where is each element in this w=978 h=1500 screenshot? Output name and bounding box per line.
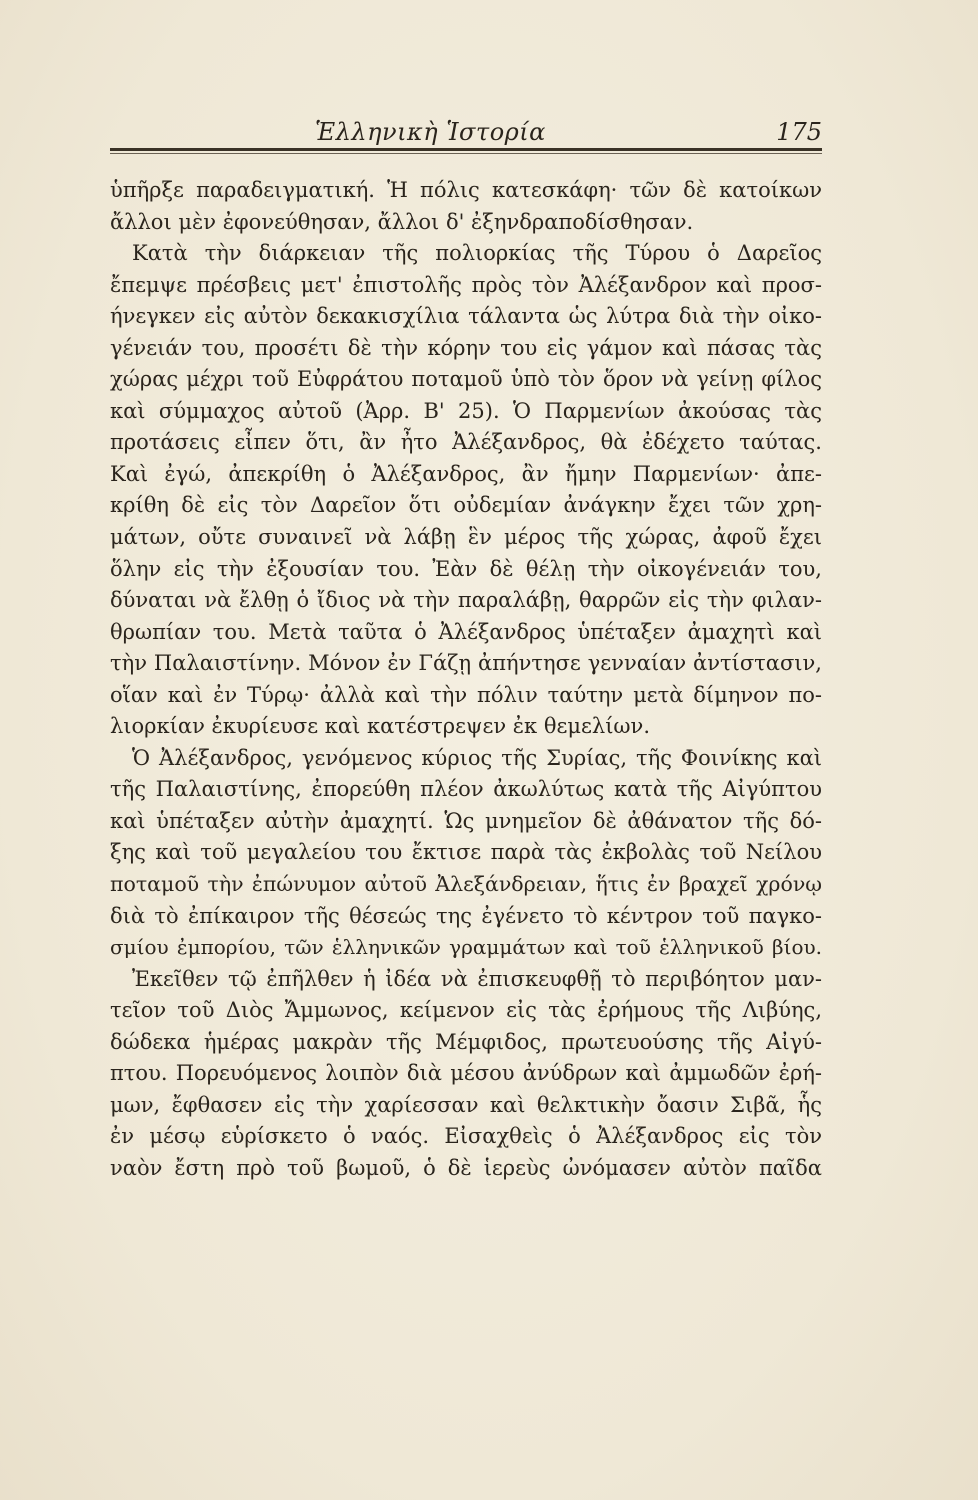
text-line: ἔπεμψε πρέσβεις μετ' ἐπιστολῆς πρὸς τὸν Ἀλέξανδρον καὶ προσ- xyxy=(110,272,822,297)
running-title: Ἑλληνικὴ Ἱστορία xyxy=(315,118,546,146)
text-line: Ἐκεῖθεν τῷ ἐπῆλθεν ἡ ἰδέα νὰ ἐπισκευφθῇ τὸ περιβόητον μαν- xyxy=(132,966,822,991)
text-line: χώρας μέχρι τοῦ Εὐφράτου ποταμοῦ ὑπὸ τὸν ὅρον νὰ γείνῃ φίλος xyxy=(110,367,822,392)
text-line: γένειάν του, προσέτι δὲ τὴν κόρην του εἰς γάμον καὶ πάσας τὰς xyxy=(110,335,822,360)
text-line: δώδεκα ἡμέρας μακρὰν τῆς Μέμφιδος, πρωτευούσης τῆς Αἰγύ- xyxy=(110,1029,822,1054)
text-line: λιορκίαν ἐκυρίευσε καὶ κατέστρεψεν ἐκ θεμελίων. xyxy=(110,714,651,739)
header-rule xyxy=(110,148,822,151)
text-line: θρωπίαν του. Μετὰ ταῦτα ὁ Ἀλέξανδρος ὑπέταξεν ἀμαχητὶ καὶ xyxy=(110,619,822,644)
text-line: Ὁ Ἀλέξανδρος, γενόμενος κύριος τῆς Συρίας, τῆς Φοινίκης καὶ xyxy=(132,745,822,770)
text-line: ὅλην εἰς τὴν ἐξουσίαν του. Ἐὰν δὲ θέλῃ τὴν οἰκογένειάν του, xyxy=(110,556,822,581)
text-line: δύναται νὰ ἔλθῃ ὁ ἴδιος νὰ τὴν παραλάβῃ, θαρρῶν εἰς τὴν φιλαν- xyxy=(110,588,822,613)
text-line: Κατὰ τὴν διάρκειαν τῆς πολιορκίας τῆς Τύρου ὁ Δαρεῖος xyxy=(132,241,822,266)
text-line: σμίου ἐμπορίου, τῶν ἑλληνικῶν γραμμάτων καὶ τοῦ ἑλληνικοῦ βίου. xyxy=(110,935,822,960)
text-line: καὶ σύμμαχος αὐτοῦ (Ἀρρ. Β' 25). Ὁ Παρμενίων ἀκούσας τὰς xyxy=(110,398,822,423)
header-rule-thin xyxy=(110,153,822,154)
text-line: κρίθη δὲ εἰς τὸν Δαρεῖον ὅτι οὐδεμίαν ἀνάγκην ἔχει τῶν χρη- xyxy=(110,493,822,518)
text-line: καὶ ὑπέταξεν αὐτὴν ἀμαχητί. Ὡς μνημεῖον δὲ ἀθάνατον τῆς δό- xyxy=(110,808,822,833)
running-head xyxy=(110,112,822,152)
text-line: προτάσεις εἶπεν ὅτι, ἂν ἦτο Ἀλέξανδρος, θὰ ἐδέχετο ταύτας. xyxy=(110,430,822,455)
text-line: ξης καὶ τοῦ μεγαλείου του ἔκτισε παρὰ τὰς ἐκβολὰς τοῦ Νείλου xyxy=(110,840,822,865)
text-line: ὑπῆρξε παραδειγματική. Ἡ πόλις κατεσκάφη· τῶν δὲ κατοίκων xyxy=(110,178,822,202)
text-line: Καὶ ἐγώ, ἀπεκρίθη ὁ Ἀλέξανδρος, ἂν ἤμην Παρμενίων· ἀπε- xyxy=(110,461,822,486)
text-line: οἵαν καὶ ἐν Τύρῳ· ἀλλὰ καὶ τὴν πόλιν ταύτην μετὰ δίμηνον πο- xyxy=(110,682,822,707)
text-line: ναὸν ἔστη πρὸ τοῦ βωμοῦ, ὁ δὲ ἱερεὺς ὠνόμασεν αὐτὸν παῖδα xyxy=(110,1155,822,1180)
text-line: ἐν μέσῳ εὑρίσκετο ὁ ναός. Εἰσαχθεὶς ὁ Ἀλέξανδρος εἰς τὸν xyxy=(110,1124,822,1149)
text-line: ποταμοῦ τὴν ἐπώνυμον αὐτοῦ Ἀλεξάνδρειαν, ἥτις ἐν βραχεῖ χρόνῳ xyxy=(110,872,822,897)
text-line: ήνεγκεν εἰς αὐτὸν δεκακισχίλια τάλαντα ὡς λύτρα διὰ τὴν οἰκο- xyxy=(110,304,822,329)
text-line: διὰ τὸ ἐπίκαιρον τῆς θέσεώς της ἐγένετο τὸ κέντρον τοῦ παγκο- xyxy=(110,903,822,928)
page-number: 175 xyxy=(776,118,822,146)
body-text xyxy=(110,175,822,1185)
text-line: πτου. Πορευόμενος λοιπὸν διὰ μέσου ἀνύδρων καὶ ἀμμωδῶν ἐρή- xyxy=(110,1061,822,1086)
text-line: τεῖον τοῦ Διὸς Ἄμμωνος, κείμενον εἰς τὰς ἐρήμους τῆς Λιβύης, xyxy=(110,998,822,1023)
text-line: τὴν Παλαιστίνην. Μόνον ἐν Γάζῃ ἀπήντησε γενναίαν ἀντίστασιν, xyxy=(110,651,822,676)
text-line: μάτων, οὔτε συναινεῖ νὰ λάβῃ ἓν μέρος τῆς χώρας, ἀφοῦ ἔχει xyxy=(110,525,822,550)
text-line: τῆς Παλαιστίνης, ἐπορεύθη πλέον ἀκωλύτως κατὰ τῆς Αἰγύπτου xyxy=(110,777,822,802)
text-line: ἄλλοι μὲν ἐφονεύθησαν, ἄλλοι δ' ἐξηνδραποδίσθησαν. xyxy=(110,209,694,234)
text-line: μων, ἔφθασεν εἰς τὴν χαρίεσσαν καὶ θελκτικὴν ὄασιν Σιβᾶ, ἧς xyxy=(110,1092,822,1117)
